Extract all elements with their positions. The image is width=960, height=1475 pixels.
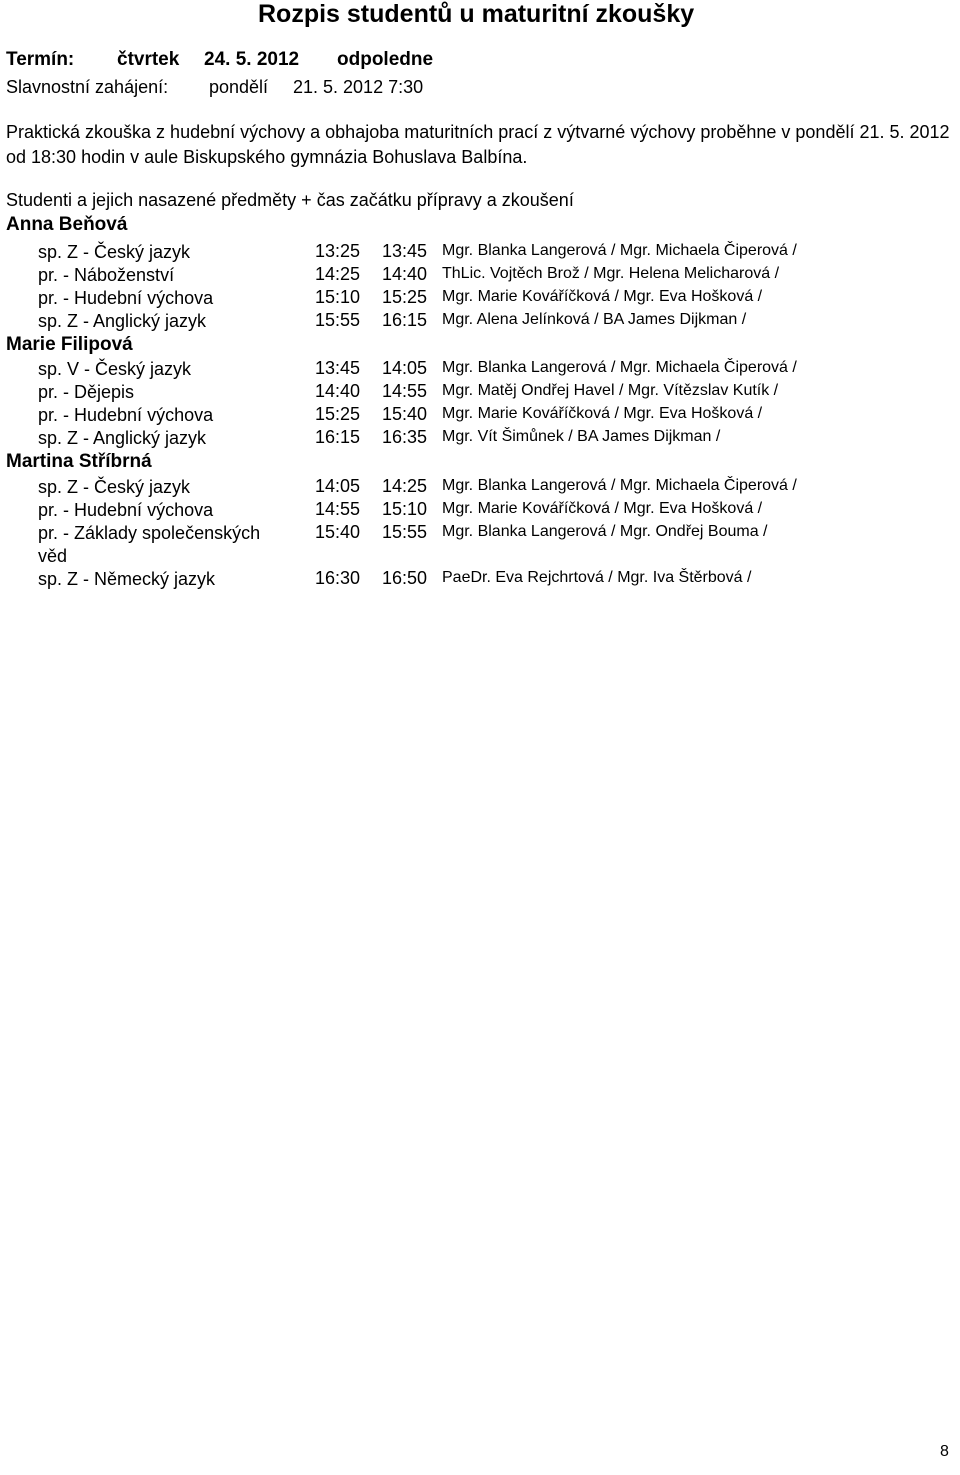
- exam-subject: sp. Z - Český jazyk: [38, 477, 191, 497]
- committee: Mgr. Vít Šimůnek / BA James Dijkman /: [442, 428, 721, 445]
- exam-subject: sp. V - Český jazyk: [38, 359, 192, 379]
- committee: PaeDr. Eva Rejchrtová / Mgr. Iva Štěrbová /: [442, 569, 752, 586]
- prep-time: 13:25: [315, 241, 361, 261]
- exam-subject: pr. - Náboženství: [38, 265, 175, 285]
- prep-time: 16:15: [315, 427, 361, 447]
- exam-subject: pr. - Hudební výchova: [38, 288, 214, 308]
- termin-day: čtvrtek: [117, 49, 180, 70]
- exam-subject: pr. - Základy společenských věd: [38, 523, 261, 566]
- exam-time: 13:45: [382, 241, 428, 261]
- exam-time: 15:25: [382, 287, 428, 307]
- student-name: Martina Stříbrná: [6, 451, 152, 472]
- prep-time: 15:25: [315, 404, 361, 424]
- page-number: 8: [940, 1443, 949, 1460]
- notice-paragraph: Praktická zkouška z hudební výchovy a obhajoba maturitních prací z výtvarné výchovy proběhne v pondělí 21. 5. 2012 od 18:30 hodin v aule Biskupského gymnázia Bohuslava Balbína.: [6, 122, 950, 167]
- prep-time: 15:55: [315, 310, 361, 330]
- prep-time: 14:25: [315, 264, 361, 284]
- prep-time: 16:30: [315, 568, 361, 588]
- committee: Mgr. Matěj Ondřej Havel / Mgr. Vítězslav Kutík /: [442, 382, 779, 399]
- exam-time: 14:25: [382, 476, 428, 496]
- committee: Mgr. Alena Jelínková / BA James Dijkman /: [442, 311, 747, 328]
- exam-subject: pr. - Hudební výchova: [38, 500, 214, 520]
- prep-time: 14:05: [315, 476, 361, 496]
- exam-time: 15:10: [382, 499, 428, 519]
- committee: Mgr. Blanka Langerová / Mgr. Michaela Čiperová /: [442, 242, 797, 259]
- committee: Mgr. Marie Kováříčková / Mgr. Eva Hošková /: [442, 500, 763, 517]
- exam-subject: sp. Z - Anglický jazyk: [38, 311, 207, 331]
- termin-date: 24. 5. 2012: [204, 49, 300, 70]
- exam-subject: pr. - Dějepis: [38, 382, 135, 402]
- committee: ThLic. Vojtěch Brož / Mgr. Helena Melicharová /: [442, 265, 780, 282]
- committee: Mgr. Marie Kováříčková / Mgr. Eva Hošková /: [442, 288, 763, 305]
- exam-subject: sp. Z - Český jazyk: [38, 242, 191, 262]
- zahajeni-day: pondělí: [209, 77, 269, 97]
- termin-label: Termín:: [6, 49, 75, 70]
- termin-part: odpoledne: [337, 49, 434, 70]
- zahajeni-datetime: 21. 5. 2012 7:30: [293, 77, 424, 97]
- prep-time: 13:45: [315, 358, 361, 378]
- exam-time: 15:55: [382, 522, 428, 542]
- prep-time: 14:40: [315, 381, 361, 401]
- exam-time: 15:40: [382, 404, 428, 424]
- exam-subject: sp. Z - Anglický jazyk: [38, 428, 207, 448]
- exam-subject: pr. - Hudební výchova: [38, 405, 214, 425]
- exam-time: 16:15: [382, 310, 428, 330]
- exam-time: 16:50: [382, 568, 428, 588]
- student-name: Marie Filipová: [6, 334, 133, 355]
- page-title: Rozpis studentů u maturitní zkoušky: [258, 0, 695, 28]
- exam-time: 14:05: [382, 358, 428, 378]
- exam-time: 16:35: [382, 427, 428, 447]
- student-name: Anna Beňová: [6, 214, 128, 235]
- prep-time: 15:10: [315, 287, 361, 307]
- intro-line: Studenti a jejich nasazené předměty + čas začátku přípravy a zkoušení: [6, 190, 574, 210]
- exam-time: 14:55: [382, 381, 428, 401]
- committee: Mgr. Blanka Langerová / Mgr. Ondřej Bouma /: [442, 523, 768, 540]
- exam-subject: sp. Z - Německý jazyk: [38, 569, 216, 589]
- prep-time: 14:55: [315, 499, 361, 519]
- committee: Mgr. Blanka Langerová / Mgr. Michaela Čiperová /: [442, 359, 797, 376]
- committee: Mgr. Blanka Langerová / Mgr. Michaela Čiperová /: [442, 477, 797, 494]
- exam-time: 14:40: [382, 264, 428, 284]
- committee: Mgr. Marie Kováříčková / Mgr. Eva Hošková /: [442, 405, 763, 422]
- prep-time: 15:40: [315, 522, 361, 542]
- zahajeni-label: Slavnostní zahájení:: [6, 77, 169, 97]
